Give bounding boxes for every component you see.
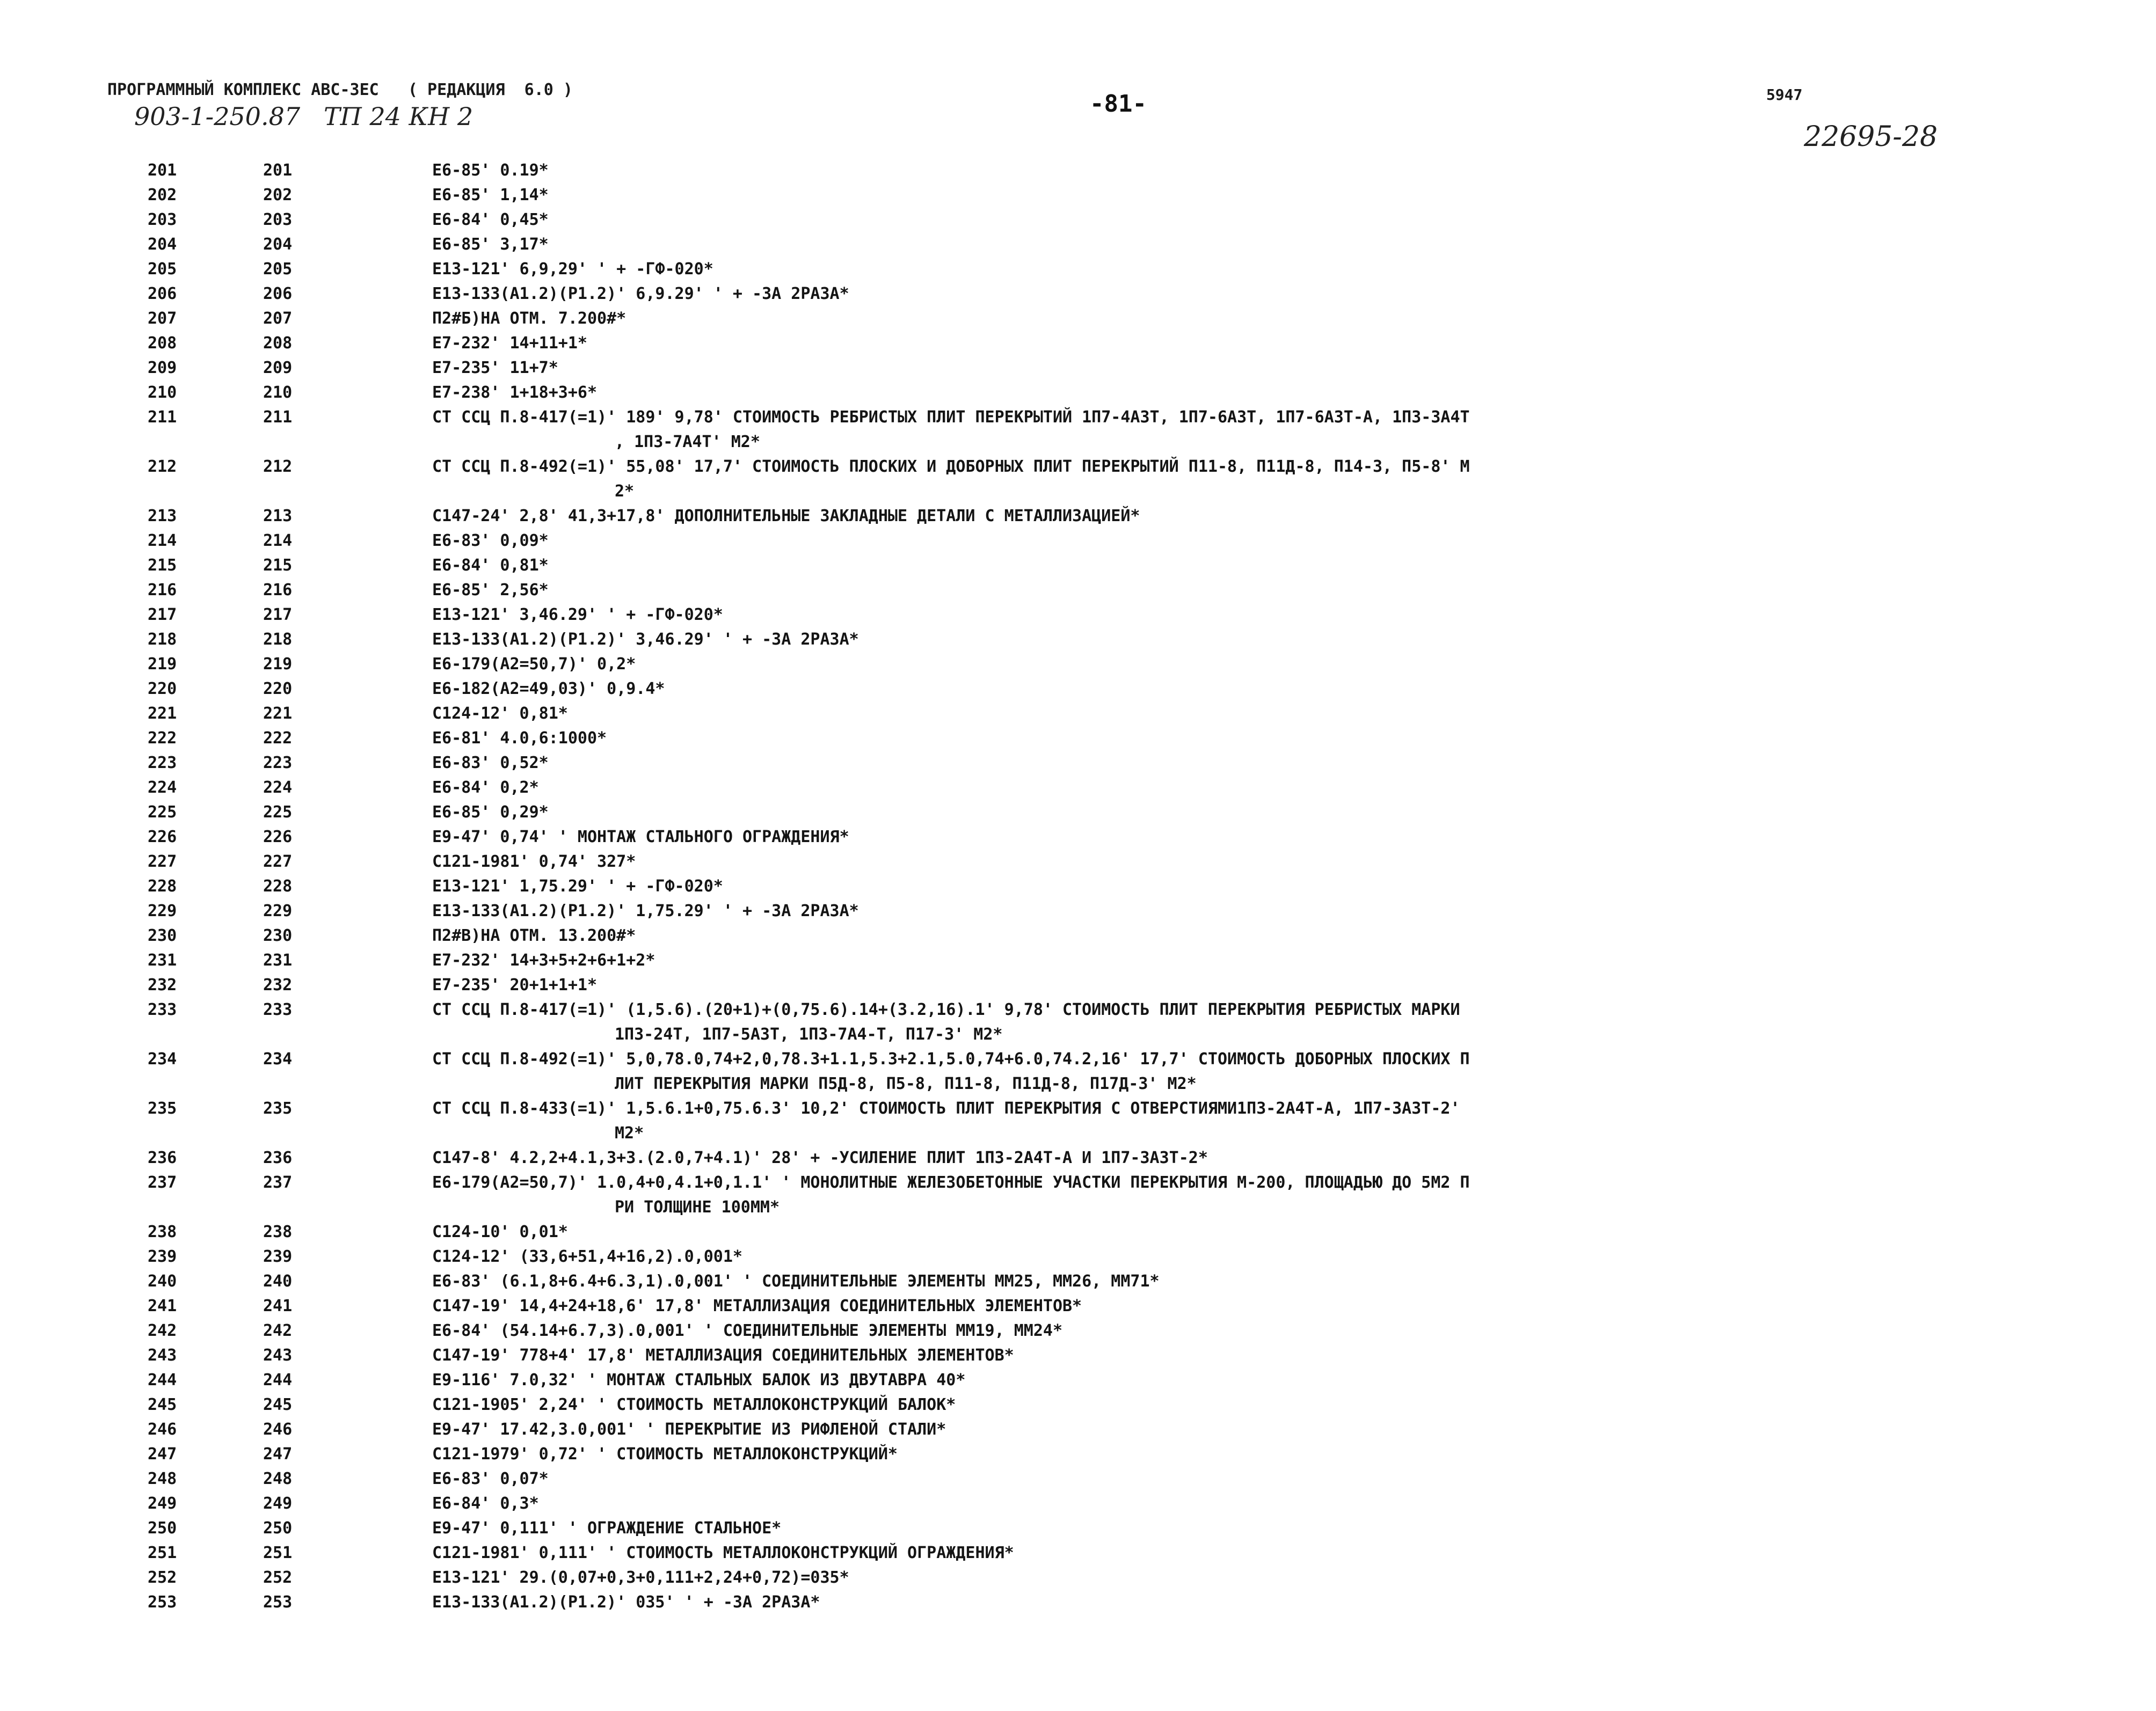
statement-line: Е6-84' (54.14+6.7,3).0,001' ' СОЕДИНИТЕЛЬНЫЕ ЭЛЕМЕНТЫ ММ19, ММ24*	[432, 1321, 1062, 1340]
statement-text	[432, 652, 2131, 677]
statement-line: Е7-235' 20+1+1+1*	[432, 976, 598, 995]
statement-text	[432, 1319, 2131, 1343]
statement-number: 248	[263, 1469, 293, 1488]
statement-text	[432, 504, 2131, 529]
listing-row	[123, 405, 2131, 455]
statement-number: 232	[263, 976, 293, 995]
statement-text	[432, 1393, 2131, 1417]
statement-number: 222	[263, 729, 293, 748]
listing-row	[123, 1047, 2131, 1096]
listing-row	[123, 899, 2131, 924]
statement-text	[432, 1566, 2131, 1590]
line-number: 252	[148, 1568, 177, 1587]
listing-row	[123, 158, 2131, 183]
statement-number: 224	[263, 778, 293, 797]
statement-number: 223	[263, 754, 293, 772]
statement-number: 253	[263, 1593, 293, 1612]
statement-text	[432, 973, 2131, 998]
statement-line: С121-1981' 0,111' ' СТОИМОСТЬ МЕТАЛЛОКОНСТРУКЦИЙ ОГРАЖДЕНИЯ*	[432, 1544, 1014, 1562]
page-number: -81-	[1090, 90, 1147, 118]
statement-line: Е6-84' 0,45*	[432, 210, 549, 229]
statement-text	[432, 282, 2131, 306]
line-number: 211	[148, 408, 177, 427]
statement-text	[432, 578, 2131, 603]
statement-line: Е13-133(А1.2)(Р1.2)' 1,75.29' ' + -3А 2РАЗА*	[432, 902, 859, 920]
line-number: 246	[148, 1420, 177, 1439]
statement-text	[432, 1294, 2131, 1319]
statement-line: С121-1981' 0,74' 327*	[432, 852, 636, 871]
line-number: 208	[148, 334, 177, 353]
listing-row	[123, 1516, 2131, 1541]
statement-text	[432, 1368, 2131, 1393]
statement-line: Е13-121' 1,75.29' ' + -ГФ-020*	[432, 877, 723, 896]
listing-row	[123, 578, 2131, 603]
statement-number: 210	[263, 383, 293, 402]
statement-line: Е13-133(А1.2)(Р1.2)' 3,46.29' ' + -3А 2РАЗА*	[432, 630, 859, 649]
statement-text	[432, 825, 2131, 850]
statement-number: 226	[263, 828, 293, 846]
statement-number: 247	[263, 1445, 293, 1464]
line-number: 244	[148, 1371, 177, 1390]
statement-number: 231	[263, 951, 293, 970]
statement-number: 242	[263, 1321, 293, 1340]
statement-text	[432, 381, 2131, 405]
listing-row	[123, 924, 2131, 948]
statement-number: 235	[263, 1099, 293, 1118]
statement-line: Е7-238' 1+18+3+6*	[432, 383, 598, 402]
statement-number: 225	[263, 803, 293, 822]
line-number: 249	[148, 1494, 177, 1513]
listing-row	[123, 282, 2131, 306]
line-number: 214	[148, 531, 177, 550]
statement-number: 251	[263, 1544, 293, 1562]
statement-number: 233	[263, 1000, 293, 1019]
statement-number: 214	[263, 531, 293, 550]
statement-continuation: РИ ТОЛЩИНЕ 100ММ*	[615, 1198, 780, 1217]
statement-continuation: , 1П3-7А4Т' М2*	[615, 433, 760, 451]
statement-text	[432, 553, 2131, 578]
statement-text	[432, 1343, 2131, 1368]
statement-line: С124-10' 0,01*	[432, 1223, 568, 1241]
statement-line: С147-19' 778+4' 17,8' МЕТАЛЛИЗАЦИЯ СОЕДИНИТЕЛЬНЫХ ЭЛЕМЕНТОВ*	[432, 1346, 1014, 1365]
statement-line: Е9-47' 17.42,3.0,001' ' ПЕРЕКРЫТИЕ ИЗ РИФЛЕНОЙ СТАЛИ*	[432, 1420, 946, 1439]
listing-row	[123, 208, 2131, 232]
statement-number: 246	[263, 1420, 293, 1439]
listing-row	[123, 627, 2131, 652]
listing-row	[123, 800, 2131, 825]
statement-number: 239	[263, 1247, 293, 1266]
line-number: 203	[148, 210, 177, 229]
statement-text	[432, 257, 2131, 282]
statement-text	[432, 1516, 2131, 1541]
statement-number: 215	[263, 556, 293, 575]
statement-number: 205	[263, 260, 293, 279]
line-number: 230	[148, 926, 177, 945]
statement-text	[432, 183, 2131, 208]
listing-row	[123, 1368, 2131, 1393]
line-number: 223	[148, 754, 177, 772]
listing-row	[123, 455, 2131, 504]
statement-number: 209	[263, 359, 293, 377]
statement-number: 216	[263, 581, 293, 599]
statement-text	[432, 1417, 2131, 1442]
statement-text	[432, 232, 2131, 257]
statement-text	[432, 948, 2131, 973]
statement-text	[432, 1047, 2131, 1096]
statement-line: Е6-179(А2=50,7)' 1.0,4+0,4.1+0,1.1' ' МОНОЛИТНЫЕ ЖЕЛЕЗОБЕТОННЫЕ УЧАСТКИ ПЕРЕКРЫТИЯ М-200, ПЛОЩАДЬЮ ДО 5М2 П	[432, 1173, 1470, 1192]
statement-line: Е6-83' 0,52*	[432, 754, 549, 772]
listing-row	[123, 850, 2131, 874]
statement-number: 227	[263, 852, 293, 871]
statement-number: 250	[263, 1519, 293, 1538]
listing-row	[123, 232, 2131, 257]
listing-row	[123, 1467, 2131, 1491]
listing-row	[123, 998, 2131, 1047]
line-number: 215	[148, 556, 177, 575]
statement-line: Е6-85' 1,14*	[432, 186, 549, 204]
line-number: 206	[148, 284, 177, 303]
listing-row	[123, 553, 2131, 578]
statement-number: 213	[263, 507, 293, 525]
statement-line: Е13-121' 29.(0,07+0,3+0,111+2,24+0,72)=035*	[432, 1568, 849, 1587]
line-number: 225	[148, 803, 177, 822]
listing-row	[123, 331, 2131, 356]
line-number: 222	[148, 729, 177, 748]
statement-text	[432, 701, 2131, 726]
listing-row	[123, 677, 2131, 701]
statement-line: Е6-179(А2=50,7)' 0,2*	[432, 655, 636, 674]
statement-number: 206	[263, 284, 293, 303]
statement-text	[432, 1096, 2131, 1146]
statement-number: 212	[263, 457, 293, 476]
statement-number: 202	[263, 186, 293, 204]
statement-number: 221	[263, 704, 293, 723]
listing-row	[123, 1541, 2131, 1566]
line-number: 213	[148, 507, 177, 525]
sheet-code: 22695-28	[1804, 121, 1938, 153]
statement-number: 249	[263, 1494, 293, 1513]
statement-text	[432, 627, 2131, 652]
statement-number: 234	[263, 1050, 293, 1069]
statement-line: Е6-83' (6.1,8+6.4+6.3,1).0,001' ' СОЕДИНИТЕЛЬНЫЕ ЭЛЕМЕНТЫ ММ25, ММ26, ММ71*	[432, 1272, 1160, 1291]
line-number: 201	[148, 161, 177, 180]
line-number: 216	[148, 581, 177, 599]
listing-row	[123, 874, 2131, 899]
statement-number: 201	[263, 161, 293, 180]
statement-text	[432, 874, 2131, 899]
statement-line: Е9-47' 0,74' ' МОНТАЖ СТАЛЬНОГО ОГРАЖДЕНИЯ*	[432, 828, 849, 846]
line-number: 204	[148, 235, 177, 254]
statement-text	[432, 356, 2131, 381]
statement-text	[432, 850, 2131, 874]
statement-line: С124-12' (33,6+51,4+16,2).0,001*	[432, 1247, 742, 1266]
statement-line: Е13-133(А1.2)(Р1.2)' 6,9.29' ' + -3А 2РАЗА*	[432, 284, 849, 303]
statement-line: Е7-232' 14+11+1*	[432, 334, 587, 353]
line-number: 250	[148, 1519, 177, 1538]
statement-continuation: М2*	[615, 1124, 644, 1143]
line-number: 243	[148, 1346, 177, 1365]
statement-line: Е6-85' 0,29*	[432, 803, 549, 822]
listing-row	[123, 1146, 2131, 1171]
statement-line: Е7-232' 14+3+5+2+6+1+2*	[432, 951, 655, 970]
statement-number: 252	[263, 1568, 293, 1587]
line-number: 209	[148, 359, 177, 377]
listing-row	[123, 948, 2131, 973]
statement-number: 238	[263, 1223, 293, 1241]
statement-text	[432, 331, 2131, 356]
statement-line: Е9-116' 7.0,32' ' МОНТАЖ СТАЛЬНЫХ БАЛОК ИЗ ДВУТАВРА 40*	[432, 1371, 966, 1390]
statement-line: Е6-83' 0,09*	[432, 531, 549, 550]
program-header: ПРОГРАММНЫЙ КОМПЛЕКС АВС-3ЕС ( РЕДАКЦИЯ 6.0 )	[107, 81, 573, 99]
line-number: 253	[148, 1593, 177, 1612]
statement-number: 219	[263, 655, 293, 674]
line-number: 233	[148, 1000, 177, 1019]
listing-row	[123, 1491, 2131, 1516]
statement-line: С147-24' 2,8' 41,3+17,8' ДОПОЛНИТЕЛЬНЫЕ ЗАКЛАДНЫЕ ДЕТАЛИ С МЕТАЛЛИЗАЦИЕЙ*	[432, 507, 1140, 525]
listing-row	[123, 825, 2131, 850]
statement-text	[432, 455, 2131, 504]
statement-text	[432, 800, 2131, 825]
listing-row	[123, 973, 2131, 998]
listing-row	[123, 652, 2131, 677]
line-number: 251	[148, 1544, 177, 1562]
statement-continuation: 2*	[615, 482, 635, 501]
listing-row	[123, 1566, 2131, 1590]
listing-row	[123, 1294, 2131, 1319]
statement-text	[432, 998, 2131, 1047]
statement-line: П2#В)НА ОТМ. 13.200#*	[432, 926, 636, 945]
line-number: 247	[148, 1445, 177, 1464]
line-number: 238	[148, 1223, 177, 1241]
line-number: 205	[148, 260, 177, 279]
statement-text	[432, 1171, 2131, 1220]
line-number: 228	[148, 877, 177, 896]
line-number: 219	[148, 655, 177, 674]
listing-row	[123, 1442, 2131, 1467]
line-number: 245	[148, 1395, 177, 1414]
statement-number: 229	[263, 902, 293, 920]
line-number: 224	[148, 778, 177, 797]
statement-text	[432, 677, 2131, 701]
line-number: 239	[148, 1247, 177, 1266]
statement-text	[432, 899, 2131, 924]
statement-text	[432, 208, 2131, 232]
statement-line: СТ ССЦ П.8-417(=1)' (1,5.6).(20+1)+(0,75.6).14+(3.2,16).1' 9,78' СТОИМОСТЬ ПЛИТ ПЕРЕКРЫТИЯ РЕБРИСТЫХ МАРКИ	[432, 1000, 1460, 1019]
statement-text	[432, 1491, 2131, 1516]
line-number: 237	[148, 1173, 177, 1192]
statement-text	[432, 529, 2131, 553]
line-number: 232	[148, 976, 177, 995]
statement-text	[432, 1146, 2131, 1171]
listing-row	[123, 603, 2131, 627]
listing-row	[123, 1590, 2131, 1615]
line-number: 240	[148, 1272, 177, 1291]
line-number: 218	[148, 630, 177, 649]
statement-text	[432, 1269, 2131, 1294]
statement-line: Е13-121' 3,46.29' ' + -ГФ-020*	[432, 605, 723, 624]
statement-text	[432, 1442, 2131, 1467]
statement-line: СТ ССЦ П.8-433(=1)' 1,5.6.1+0,75.6.3' 10,2' СТОИМОСТЬ ПЛИТ ПЕРЕКРЫТИЯ С ОТВЕРСТИЯМИ1П3-2А4Т-А, 1П7-3А3Т-2'	[432, 1099, 1460, 1118]
statement-number: 217	[263, 605, 293, 624]
line-number: 217	[148, 605, 177, 624]
statement-text	[432, 1467, 2131, 1491]
statement-line: СТ ССЦ П.8-417(=1)' 189' 9,78' СТОИМОСТЬ РЕБРИСТЫХ ПЛИТ ПЕРЕКРЫТИЙ 1П7-4А3Т, 1П7-6А3Т, 1П7-6А3Т-А, 1П3-3А4Т	[432, 408, 1470, 427]
top-right-number: 5947	[1766, 86, 1803, 104]
statement-line: Е6-85' 2,56*	[432, 581, 549, 599]
statement-line: С121-1905' 2,24' ' СТОИМОСТЬ МЕТАЛЛОКОНСТРУКЦИЙ БАЛОК*	[432, 1395, 956, 1414]
statement-text	[432, 603, 2131, 627]
listing-row	[123, 1393, 2131, 1417]
line-number: 248	[148, 1469, 177, 1488]
line-number: 220	[148, 679, 177, 698]
statement-line: С147-8' 4.2,2+4.1,3+3.(2.0,7+4.1)' 28' + -УСИЛЕНИЕ ПЛИТ 1П3-2А4Т-А И 1П7-3А3Т-2*	[432, 1149, 1208, 1167]
statement-text	[432, 726, 2131, 751]
statement-text	[432, 306, 2131, 331]
statement-line: С147-19' 14,4+24+18,6' 17,8' МЕТАЛЛИЗАЦИЯ СОЕДИНИТЕЛЬНЫХ ЭЛЕМЕНТОВ*	[432, 1297, 1082, 1315]
line-number: 221	[148, 704, 177, 723]
statement-line: Е6-84' 0,3*	[432, 1494, 539, 1513]
statement-line: Е6-81' 4.0,6:1000*	[432, 729, 607, 748]
line-number: 226	[148, 828, 177, 846]
listing-row	[123, 776, 2131, 800]
statement-line: СТ ССЦ П.8-492(=1)' 55,08' 17,7' СТОИМОСТЬ ПЛОСКИХ И ДОБОРНЫХ ПЛИТ ПЕРЕКРЫТИЙ П11-8, П11Д-8, П14-3, П5-8' М	[432, 457, 1470, 476]
statement-continuation: 1П3-24Т, 1П7-5А3Т, 1П3-7А4-Т, П17-3' М2*	[615, 1025, 1003, 1044]
listing-row	[123, 504, 2131, 529]
statement-number: 220	[263, 679, 293, 698]
statement-text	[432, 1541, 2131, 1566]
statement-text	[432, 1220, 2131, 1245]
statement-number: 241	[263, 1297, 293, 1315]
line-number: 212	[148, 457, 177, 476]
listing-row	[123, 1269, 2131, 1294]
statement-number: 207	[263, 309, 293, 328]
statement-number: 218	[263, 630, 293, 649]
listing-row	[123, 529, 2131, 553]
statement-number: 230	[263, 926, 293, 945]
listing-row	[123, 1245, 2131, 1269]
line-number: 242	[148, 1321, 177, 1340]
statement-line: Е13-121' 6,9,29' ' + -ГФ-020*	[432, 260, 713, 279]
statement-line: П2#Б)НА ОТМ. 7.200#*	[432, 309, 627, 328]
listing-row	[123, 1417, 2131, 1442]
statement-number: 244	[263, 1371, 293, 1390]
statement-text	[432, 924, 2131, 948]
statement-line: СТ ССЦ П.8-492(=1)' 5,0,78.0,74+2,0,78.3+1.1,5.3+2.1,5.0,74+6.0,74.2,16' 17,7' СТОИМОСТЬ ДОБОРНЫХ ПЛОСКИХ П	[432, 1050, 1470, 1069]
statement-line: Е6-85' 3,17*	[432, 235, 549, 254]
line-number: 235	[148, 1099, 177, 1118]
statement-number: 245	[263, 1395, 293, 1414]
listing-row	[123, 356, 2131, 381]
statement-line: Е6-84' 0,2*	[432, 778, 539, 797]
statement-line: С121-1979' 0,72' ' СТОИМОСТЬ МЕТАЛЛОКОНСТРУКЦИЙ*	[432, 1445, 898, 1464]
statement-text	[432, 158, 2131, 183]
listing-row	[123, 751, 2131, 776]
statement-text	[432, 1590, 2131, 1615]
listing-row	[123, 381, 2131, 405]
statement-number: 236	[263, 1149, 293, 1167]
statement-number: 240	[263, 1272, 293, 1291]
statement-number: 203	[263, 210, 293, 229]
handwritten-reference: 903-1-250.87 ТП 24 КН 2	[134, 102, 474, 131]
statement-line: Е9-47' 0,111' ' ОГРАЖДЕНИЕ СТАЛЬНОЕ*	[432, 1519, 782, 1538]
line-number: 236	[148, 1149, 177, 1167]
statement-number: 243	[263, 1346, 293, 1365]
statement-number: 228	[263, 877, 293, 896]
listing-row	[123, 306, 2131, 331]
listing	[123, 158, 2131, 1615]
statement-number: 208	[263, 334, 293, 353]
listing-row	[123, 1343, 2131, 1368]
line-number: 210	[148, 383, 177, 402]
statement-line: Е6-84' 0,81*	[432, 556, 549, 575]
statement-text	[432, 776, 2131, 800]
statement-line: Е6-85' 0.19*	[432, 161, 549, 180]
line-number: 231	[148, 951, 177, 970]
listing-row	[123, 726, 2131, 751]
statement-line: Е6-83' 0,07*	[432, 1469, 549, 1488]
statement-number: 204	[263, 235, 293, 254]
listing-row	[123, 1096, 2131, 1146]
listing-row	[123, 1319, 2131, 1343]
statement-text	[432, 1245, 2131, 1269]
line-number: 229	[148, 902, 177, 920]
statement-number: 237	[263, 1173, 293, 1192]
line-number: 227	[148, 852, 177, 871]
statement-number: 211	[263, 408, 293, 427]
statement-line: Е6-182(А2=49,03)' 0,9.4*	[432, 679, 665, 698]
line-number: 241	[148, 1297, 177, 1315]
line-number: 207	[148, 309, 177, 328]
statement-line: С124-12' 0,81*	[432, 704, 568, 723]
line-number: 202	[148, 186, 177, 204]
listing-row	[123, 1220, 2131, 1245]
statement-line: Е7-235' 11+7*	[432, 359, 558, 377]
listing-row	[123, 183, 2131, 208]
listing-row	[123, 701, 2131, 726]
statement-text	[432, 405, 2131, 455]
statement-continuation: ЛИТ ПЕРЕКРЫТИЯ МАРКИ П5Д-8, П5-8, П11-8, П11Д-8, П17Д-3' М2*	[615, 1074, 1197, 1093]
statement-text	[432, 751, 2131, 776]
statement-line: Е13-133(А1.2)(Р1.2)' 035' ' + -3А 2РАЗА*	[432, 1593, 820, 1612]
listing-row	[123, 1171, 2131, 1220]
listing-row	[123, 257, 2131, 282]
line-number: 234	[148, 1050, 177, 1069]
